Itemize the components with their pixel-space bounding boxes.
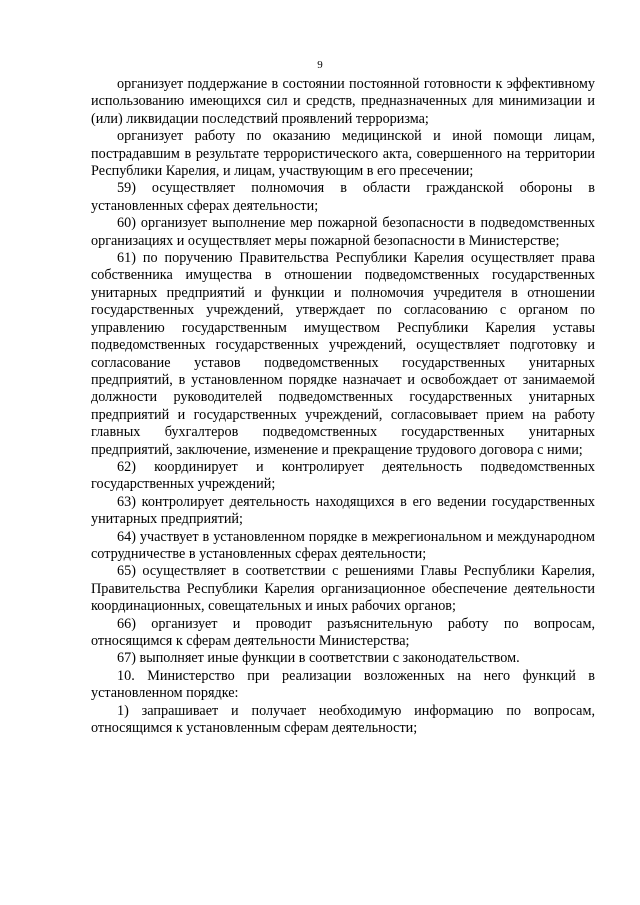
paragraph-victim-assistance: организует работу по оказанию медицинской и иной помощи лицам, пострадавшим в результате террористического акта, совершенного на территории Республики Карелия, и лицам, участвующим в его пресечении;: [91, 128, 595, 180]
paragraph-item-59: 59) осуществляет полномочия в области гражданской обороны в установленных сферах деятельности;: [91, 180, 595, 214]
paragraph-item-67: 67) выполняет иные функции в соответствии с законодательством.: [117, 650, 520, 667]
paragraph-item-60: 60) организует выполнение мер пожарной безопасности в подведомственных организациях и осуществляет меры пожарной безопасности в Министерстве;: [91, 215, 595, 249]
paragraph-item-62: 62) координирует и контролирует деятельность подведомственных государственных учреждений;: [91, 458, 595, 493]
paragraph-section-10-item-1: 1) запрашивает и получает необходимую информацию по вопросам, относящимся к установленным сферам деятельности;: [91, 702, 595, 737]
paragraph-item-63: 63) контролирует деятельность находящихся в его ведении государственных унитарных предприятий;: [91, 493, 595, 528]
paragraph-item-64: 64) участвует в установленном порядке в межрегиональном и международном сотрудничестве в установленных сферах деятельности;: [91, 528, 595, 562]
paragraph-item-65: 65) осуществляет в соответствии с решениями Главы Республики Карелия, Правительства Республики Карелия организационное обеспечение деятельности координационных, совещательных и иных рабочих органов;: [91, 563, 595, 615]
document-body: [91, 76, 595, 737]
paragraph-item-61: 61) по поручению Правительства Республики Карелия осуществляет права собственника имущества в отношении подведомственных государственных унитарных предприятий и функции и полномочия учредителя в отношении государственных учреждений, утверждает по согласованию с органом по управлению государственным имуществом Республики Карелия уставы подведомственных государственных учреждений, осуществляет подготовку и согласование уставов подведомственных государственных унитарных предприятий, в установленном порядке назначает и освобождает от занимаемой должности руководителей подведомственных государственных унитарных предприятий и государственных учреждений, согласовывает прием на работу главных бухгалтеров подведомственных государственных унитарных предприятий, заключение, изменение и прекращение трудового договора с ними;: [91, 250, 595, 458]
paragraph-section-10: 10. Министерство при реализации возложенных на него функций в установленном порядке:: [91, 667, 595, 702]
paragraph-item-66: 66) организует и проводит разъяснительную работу по вопросам, относящимся к сферам деятельности Министерства;: [91, 615, 595, 649]
paragraph-terrorism-readiness: организует поддержание в состоянии постоянной готовности к эффективному использованию имеющихся сил и средств, предназначенных для минимизации и (или) ликвидации последствий проявлений терроризма;: [91, 76, 595, 127]
page-number: 9: [317, 59, 323, 71]
